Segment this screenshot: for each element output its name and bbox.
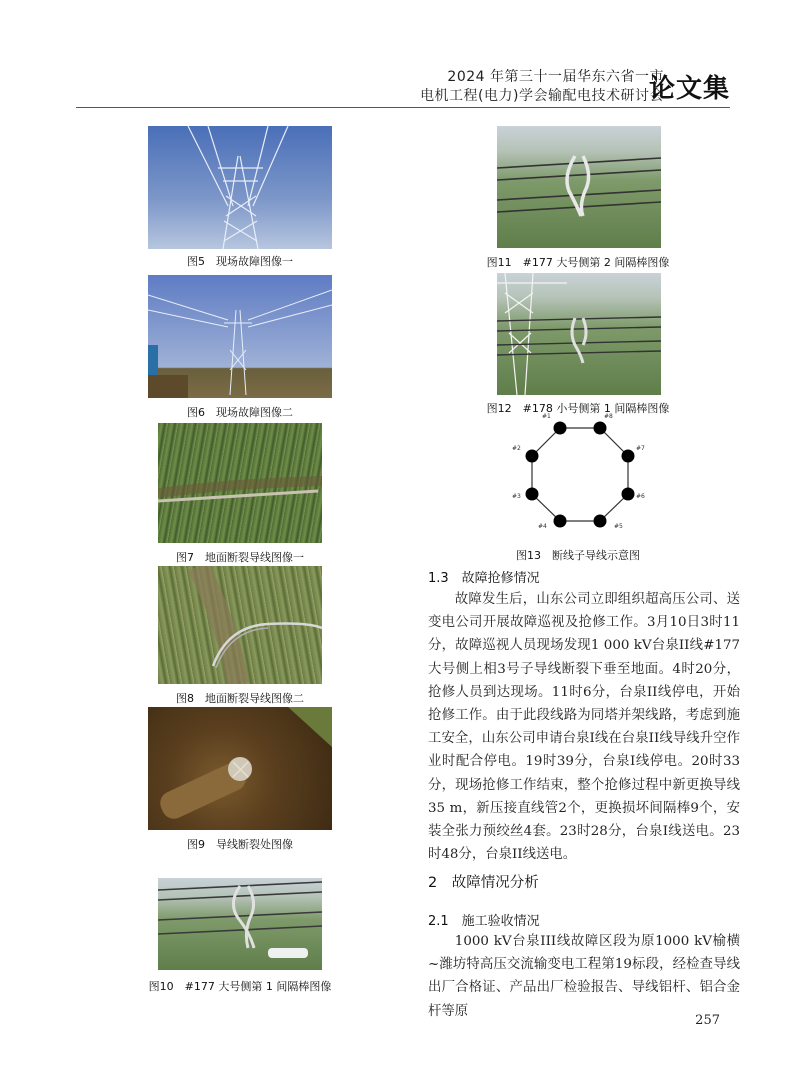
figure-11-caption: 图11 #177 大号侧第 2 间隔棒图像 [486, 256, 670, 269]
broken-conductor-icon [158, 423, 322, 543]
section-1-3-body: 故障发生后，山东公司立即组织超高压公司、送变电公司开展故障巡视及抢修工作。3月10日3时11分，故障巡视人员现场发现1 000 kV台泉II线#177大号侧上相3号子导线断裂下垂至地面。4时20分，抢修人员到达现场。11时6分，台泉II线停电，开始抢修工作。由于此段线路为同塔并架线路，考虑到施工安全，山东公司申请台泉I线在台泉II线导线升空作业时配合停电。19时39分，台泉I线停电。20时33分，现场抢修工作结束，整个抢修过程中新更换导线35 m，新压接直线管2个，更换损坏间隔棒9个，安装全张力预绞丝4套。23时28分，台泉I线送电。23时48分，台泉II线送电。 [428, 592, 740, 863]
spacer-damper-icon [497, 273, 661, 395]
label-sub-1: #1 [542, 413, 551, 420]
label-sub-6: #6 [636, 493, 645, 500]
figure-9-caption: 图9 导线断裂处图像 [187, 838, 293, 851]
page-number: 257 [695, 1013, 720, 1028]
figure-6-image [148, 275, 332, 398]
figure-8-image [158, 566, 322, 684]
figure-9-image [148, 707, 332, 830]
figure-13-diagram [510, 408, 650, 536]
label-sub-4: #4 [538, 523, 547, 530]
subconductor-octagon-diagram [510, 408, 650, 536]
figure-5-image [148, 126, 332, 249]
page-header [0, 0, 800, 110]
figure-11-image [497, 126, 661, 248]
header-conference-line: 2024 年第三十一届华东六省一市 [447, 69, 664, 85]
conductor-break-point-icon [148, 707, 332, 830]
header-seminar-line: 电机工程(电力)学会输配电技术研讨会 [420, 88, 664, 104]
transmission-tower-icon [148, 126, 332, 249]
label-sub-2: #2 [512, 445, 521, 452]
figure-7-caption: 图7 地面断裂导线图像一 [176, 551, 304, 564]
label-sub-3: #3 [512, 493, 521, 500]
section-1-3-title: 1.3 故障抢修情况 [428, 571, 540, 586]
section-2-title: 2 故障情况分析 [428, 875, 539, 891]
figure-12-image [497, 273, 661, 395]
figure-5-caption: 图5 现场故障图像一 [187, 255, 293, 268]
header-proceedings-title: 论文集 [648, 74, 730, 104]
figure-10-caption: 图10 #177 大号侧第 1 间隔棒图像 [148, 980, 332, 993]
section-2-1-title: 2.1 施工验收情况 [428, 914, 540, 929]
section-2-1-body: 1000 kV台泉III线故障区段为原1000 kV榆横~潍坊特高压交流输变电工程第19标段，经检查导线出厂合格证、产品出厂检验报告、导线铝杆、铝合金杆等原 [428, 934, 740, 1019]
figure-13-caption: 图13 断线子导线示意图 [516, 549, 640, 562]
broken-conductor-icon [158, 566, 322, 684]
figure-8-caption: 图8 地面断裂导线图像二 [176, 692, 304, 705]
label-sub-5: #5 [614, 523, 623, 530]
spacer-damper-icon [158, 878, 322, 970]
figure-12-caption: 图12 #178 小号侧第 1 间隔棒图像 [486, 402, 670, 415]
header-rule [76, 107, 730, 108]
label-sub-8: #8 [604, 413, 613, 420]
label-sub-7: #7 [636, 445, 645, 452]
spacer-damper-icon [497, 126, 661, 248]
figure-6-caption: 图6 现场故障图像二 [187, 406, 293, 419]
figure-7-image [158, 423, 322, 543]
transmission-tower-icon [148, 275, 332, 398]
figure-10-image [158, 878, 322, 970]
